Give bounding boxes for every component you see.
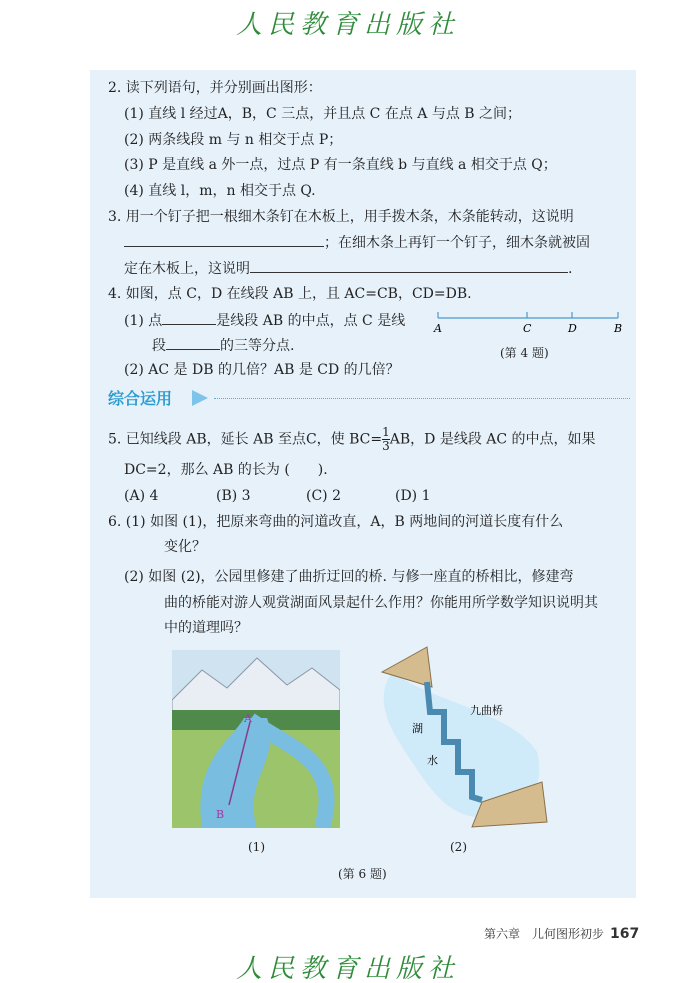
publisher-logo-top: 人民教育出版社: [235, 10, 460, 40]
q3-period: .: [568, 261, 573, 277]
q5-text: 5. 已知线段 AB，延长 AB 至点C，使 BC=: [108, 431, 383, 448]
answer-blank[interactable]: [250, 258, 568, 273]
numerator: 1: [382, 425, 390, 439]
answer-blank[interactable]: [162, 310, 216, 325]
point-label: B: [614, 322, 623, 335]
q4-p1-cont: [152, 335, 294, 356]
q5-line2: DC=2，那么 AB 的长为 ( ).: [124, 462, 328, 478]
page-footer: [484, 925, 639, 942]
q4-stem: 4. 如图，点 C，D 在线段 AB 上，且 AC=CB，CD=DB.: [108, 286, 472, 302]
point-label: C: [523, 322, 532, 335]
exercise-box: [90, 70, 636, 898]
q4-segment-figure: [430, 310, 630, 340]
q4-p1-text: 的三等分点.: [220, 338, 295, 354]
q5-line1: [108, 426, 596, 453]
water-label: 水: [427, 754, 438, 767]
q6-p2: (2) 如图 (2)，公园里修建了曲折迂回的桥. 与修一座直的桥相比，修建弯: [124, 569, 574, 585]
publisher-logo-bottom: 人民教育出版社: [235, 954, 460, 983]
triangle-marker-icon: [192, 390, 208, 406]
q3-line1: 3. 用一个钉子把一根细木条钉在木板上，用手拨木条，木条能转动，这说明: [108, 209, 574, 225]
option-b: (B) 3: [216, 488, 251, 504]
q5-text: AB，D 是线段 AC 的中点，如果: [389, 431, 596, 448]
q2-item: (2) 两条线段 m 与 n 相交于点 P；: [124, 132, 343, 148]
lake-label: 湖: [412, 722, 423, 735]
q3-line3-text: 定在木板上，这说明: [124, 261, 250, 277]
q4-p1-text: 段: [152, 338, 166, 354]
q2-item: (4) 直线 l，m，n 相交于点 Q.: [124, 183, 316, 199]
option-c: (C) 2: [306, 488, 341, 504]
q6-p1: 6. (1) 如图 (1)，把原来弯曲的河道改直，A，B 两地间的河道长度有什么: [108, 514, 564, 530]
q6-p2-cont: 曲的桥能对游人观赏湖面风景起什么作用？你能用所学数学知识说明其: [164, 595, 598, 611]
q4-p1-text: 是线段 AB 的中点，点 C 是线: [216, 313, 406, 329]
bridge-illustration: [372, 642, 552, 832]
page-number: 167: [610, 926, 640, 942]
q6-p2-cont: 中的道理吗？: [164, 620, 248, 636]
point-label: D: [568, 322, 577, 335]
q3-line3: [124, 258, 572, 279]
answer-blank[interactable]: [124, 232, 324, 247]
fig2-caption: (2): [450, 840, 467, 854]
q4-p2: (2) AC 是 DB 的几倍？AB 是 CD 的几倍？: [124, 362, 400, 378]
river-illustration: [172, 650, 340, 828]
answer-blank[interactable]: [166, 335, 220, 350]
q3-line2-text: ；在细木条上再钉一个钉子，细木条就被固: [324, 235, 590, 251]
section-heading: 综合运用: [108, 389, 173, 408]
q2-stem: 2. 读下列语句，并分别画出图形：: [108, 80, 322, 96]
q4-caption: (第 4 题): [500, 346, 549, 360]
section-divider: [214, 398, 630, 399]
q6-caption: (第 6 题): [338, 867, 387, 881]
point-b-label: B: [216, 808, 225, 821]
fig1-caption: (1): [248, 840, 265, 854]
q4-p1-text: (1) 点: [124, 313, 163, 329]
point-label: A: [434, 322, 442, 335]
q4-p1: [124, 310, 405, 331]
q2-item: (1) 直线 l 经过A，B，C 三点，并且点 C 在点 A 与点 B 之间；: [124, 106, 522, 122]
q3-line2: [124, 232, 590, 253]
bridge-label: 九曲桥: [470, 704, 503, 717]
q2-item: (3) P 是直线 a 外一点，过点 P 有一条直线 b 与直线 a 相交于点 Q；: [124, 157, 557, 173]
denominator: 3: [382, 439, 390, 453]
q6-p1-cont: 变化？: [164, 539, 206, 555]
option-d: (D) 1: [395, 488, 431, 504]
chapter-title: 第六章 儿何图形初步: [484, 927, 605, 941]
fraction: [382, 426, 390, 453]
point-a-label: A: [244, 712, 252, 725]
option-a: (A) 4: [124, 488, 159, 504]
